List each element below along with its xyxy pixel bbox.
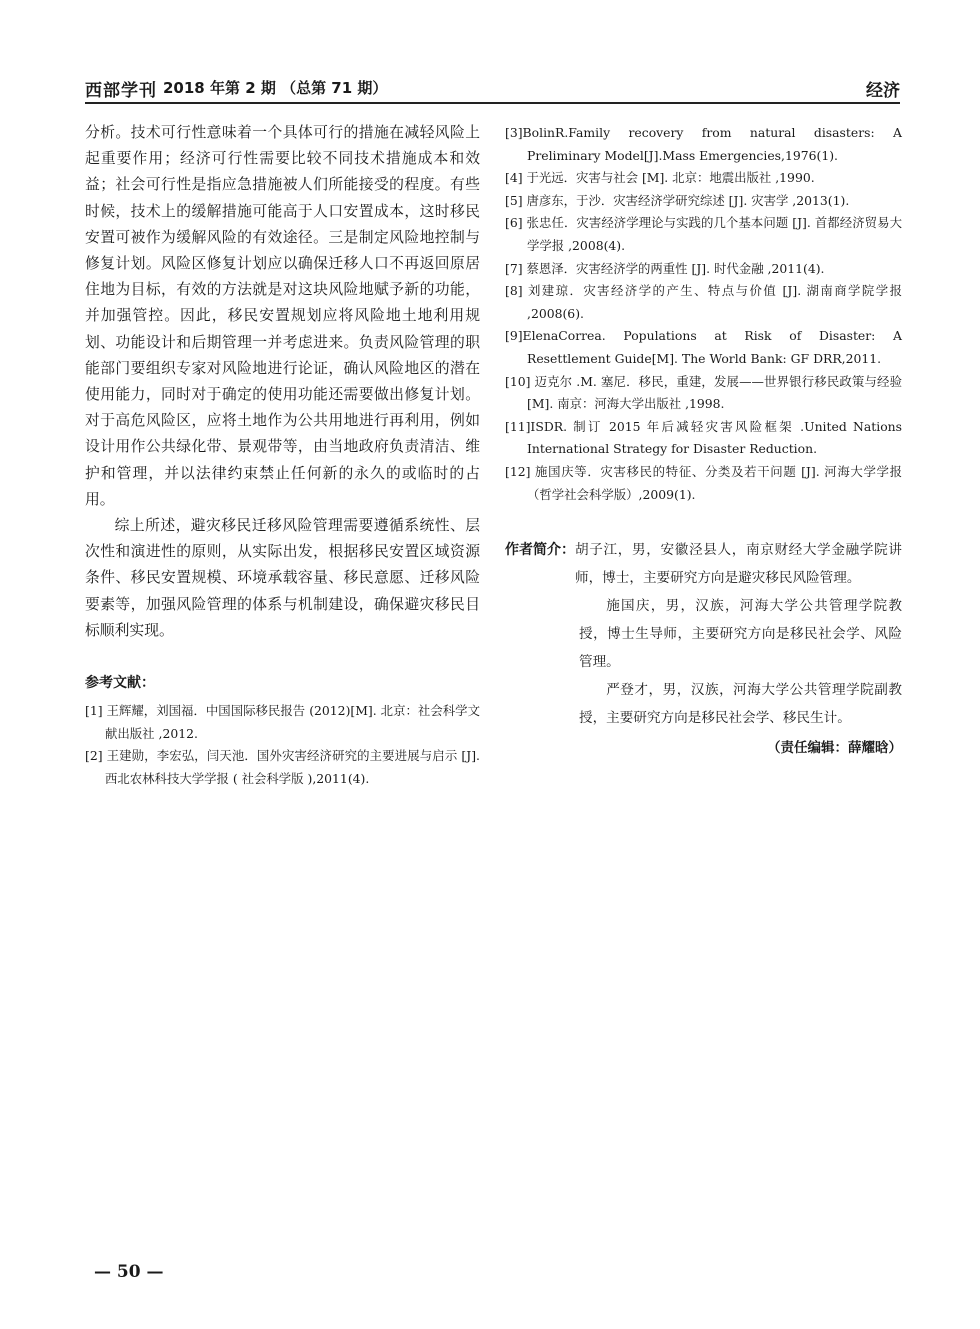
references-heading: 参考文献： [85, 675, 155, 692]
journal-name: 西部学刊 [85, 81, 157, 101]
issue-info: 2018 年第 2 期 （总第 71 期） [163, 79, 388, 97]
body-paragraph-2: 综上所述，避灾移民迁移风险管理需要遵循系统性、层次性和演进性的原则，从实际出发，根据移民安置区域资源条件、移民安置规模、环境承载容量、移民意愿、迁移风险要素等，加强风险管理的体系与机制建设，确保避灾移民目标顺利实现。 [85, 517, 480, 639]
right-column [505, 122, 902, 756]
reference-item: [4] 于光远．灾害与社会 [M]. 北京：地震出版社 ,1990. [505, 170, 815, 186]
reference-item: [7] 蔡恩泽．灾害经济学的两重性 [J]. 时代金融 ,2011(4). [505, 260, 825, 276]
left-column [85, 120, 480, 790]
reference-item: [2] 王建勋，李宏弘，闫天池．国外灾害经济研究的主要进展与启示 [J]. 西北农林科技大学学报 ( 社会科学版 ),2011(4). [85, 748, 480, 786]
author-bio-entry: 严登才，男，汉族，河海大学公共管理学院副教授，主要研究方向是移民社会学、移民生计。 [579, 682, 902, 727]
author-bio-entry: 施国庆，男，汉族，河海大学公共管理学院教授，博士生导师，主要研究方向是移民社会学、风险管理。 [579, 598, 902, 671]
running-header [85, 74, 900, 102]
page-number: — 50 — [94, 1262, 164, 1282]
reference-item: [5] 唐彦东，于沙．灾害经济学研究综述 [J]. 灾害学 ,2013(1). [505, 192, 850, 208]
author-bio [505, 536, 902, 756]
reference-item: [9]ElenaCorrea. Populations at Risk of Disaster: A Resettlement Guide[M]. The World Bank: GF DRR,2011. [505, 328, 902, 366]
section-label: 经济 [866, 81, 900, 101]
author-bio-label: 作者简介： [505, 542, 575, 559]
body-paragraph-1: 分析。技术可行性意味着一个具体可行的措施在减轻风险上起重要作用；经济可行性需要比较不同技术措施成本和效益；社会可行性是指应急措施被人们所能接受的程度。有些时候，技术上的缓解措施可能高于人口安置成本，这时移民安置可被作为缓解风险的有效途径。三是制定风险地控制与修复计划。风险区修复计划应以确保迁移人口不再返回原居住地为目标，有效的方法就是对这块风险地赋予新的功能，并加强管控。因此，移民安置规划应将风险地土地利用规划、功能设计和后期管理一并考虑进来。负责风险管理的职能部门要组织专家对风险地进行论证，确认风险地区的潜在使用能力，同时对于确定的使用功能还需要做出修复计划。对于高危风险区，应将土地作为公共用地进行再利用，例如设计用作公共绿化带、景观带等，由当地政府负责清洁、维护和管理，并以法律约束禁止任何新的永久的或临时的占用。 [85, 124, 480, 508]
reference-item: [11]ISDR. 制订 2015 年后减轻灾害风险框架 .United Nations International Strategy for Disaster Reduction. [505, 418, 902, 457]
body-text [85, 120, 480, 644]
reference-item: [6] 张忠任．灾害经济学理论与实践的几个基本问题 [J]. 首都经济贸易大学学报 ,2008(4). [505, 215, 902, 253]
reference-item: [3]BolinR.Family recovery from natural disasters: A Preliminary Model[J].Mass Emergencies,1976(1). [505, 125, 902, 163]
author-bio-entry: 胡子江，男，安徽泾县人，南京财经大学金融学院讲师，博士，主要研究方向是避灾移民风险管理。 [575, 542, 902, 587]
reference-item: [1] 王辉耀，刘国福．中国国际移民报告 (2012)[M]. 北京：社会科学文献出版社 ,2012. [85, 703, 480, 741]
reference-item: [12] 施国庆等．灾害移民的特征、分类及若干问题 [J]. 河海大学学报（哲学社会科学版）,2009(1). [505, 463, 902, 502]
responsible-editor: （责任编辑：薛耀晗） [767, 740, 902, 757]
reference-item: [10] 迈克尔 .M. 塞尼．移民，重建，发展——世界银行移民政策与经验 [M]. 南京：河海大学出版社 ,1998. [505, 373, 902, 412]
header-rule [85, 102, 900, 104]
reference-item: [8] 刘建琼．灾害经济学的产生、特点与价值 [J]. 湖南商学院学报 ,2008(6). [505, 283, 902, 321]
